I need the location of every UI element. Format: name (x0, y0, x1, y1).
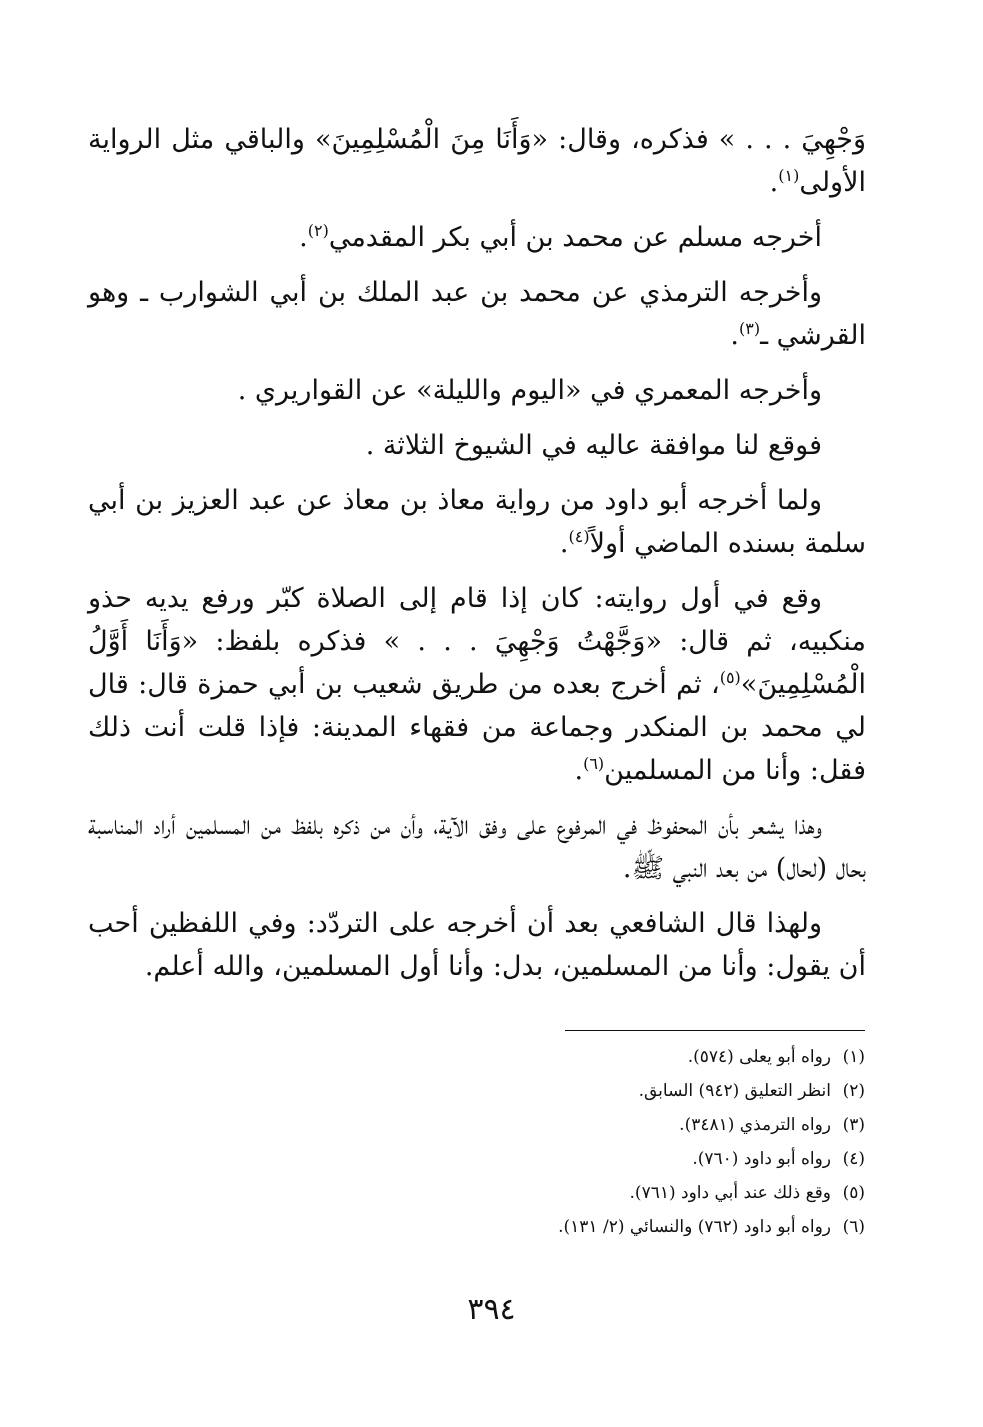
footnote-number: (٢) (842, 1081, 865, 1101)
paragraph-text: ولما أخرجه أبو داود من رواية معاذ بن معاذ عن عبد العزيز بن أبي سلمة بسنده الماضي أولاً (88, 485, 866, 559)
paragraph-3 (88, 271, 866, 357)
footnote-divider (565, 1030, 865, 1031)
paragraph-text: وأخرجه المعمري في «اليوم والليلة» عن القواريري . (237, 375, 822, 406)
paragraph-2 (88, 216, 866, 259)
paragraph-8 (88, 804, 866, 890)
paragraph-text: ولهذا قال الشافعي بعد أن أخرجه على التردّد: وفي اللفظين أحب أن يقول: وأنا من المسلمين، بدل: وأنا أول المسلمين، والله أعلم. (88, 908, 866, 982)
paragraph-text: أخرجه مسلم عن محمد بن أبي بكر المقدمي (328, 222, 822, 253)
footnote-text: رواه أبو داود (٧٦٢) والنسائي (٢/ ١٣١). (558, 1217, 831, 1237)
footnote-text: رواه الترمذي (٣٤٨١). (679, 1115, 831, 1135)
paragraph-text: وَجْهِيَ . . . » فذكره، وقال: «وَأَنَا مِنَ الْمُسْلِمِينَ» والباقي مثل الرواية الأولى (88, 124, 866, 198)
paragraph-end: . (299, 222, 308, 253)
footnote-2 (225, 1074, 865, 1108)
paragraph-text: فوقع لنا موافقة عاليه في الشيوخ الثلاثة . (365, 430, 822, 461)
paragraph-text: وأخرجه الترمذي عن محمد بن عبد الملك بن أبي الشوارب ـ وهو القرشي ـ (88, 277, 866, 351)
paragraph-end: . (559, 528, 569, 559)
page-number: ٣٩٤ (467, 1292, 516, 1327)
paragraph-7 (88, 577, 866, 792)
paragraph-end: . (769, 167, 779, 198)
paragraph-end: . (574, 755, 584, 786)
paragraph-text: وهذا يشعر بأن المحفوظ في المرفوع على وفق الآية، وأن من ذكره بلفظ من المسلمين أراد المناسبة بحال (لحال) من بعد النبي ﷺ. (88, 810, 866, 884)
paragraph-4 (88, 369, 866, 412)
paragraph-9 (88, 902, 866, 988)
footnote-number: (٣) (842, 1115, 865, 1135)
footnote-text: رواه أبو داود (٧٦٠). (692, 1149, 831, 1169)
footnote-ref[interactable]: (٦) (583, 754, 605, 773)
footnote-text: وقع ذلك عند أبي داود (٧٦١). (629, 1183, 831, 1203)
footnote-5 (225, 1176, 865, 1210)
main-text (88, 118, 866, 1000)
footnote-6 (225, 1210, 865, 1244)
footnote-number: (١) (842, 1047, 865, 1067)
footnote-3 (225, 1108, 865, 1142)
paragraph-text-continued: ، ثم أخرج بعده من طريق شعيب بن أبي حمزة قال: قال لي محمد بن المنكدر وجماعة من فقهاء المدينة: فإذا قلت أنت ذلك فقل: وأنا من المسلمين (88, 669, 866, 786)
paragraph-6 (88, 479, 866, 565)
footnote-4 (225, 1142, 865, 1176)
footnote-text: رواه أبو يعلى (٥٧٤). (687, 1047, 831, 1067)
footnote-ref[interactable]: (١) (778, 166, 800, 185)
paragraph-5 (88, 424, 866, 467)
footnote-ref[interactable]: (٤) (568, 527, 590, 546)
footnotes (225, 1040, 865, 1244)
footnote-number: (٦) (842, 1217, 865, 1237)
paragraph-1 (88, 118, 866, 204)
paragraph-end: . (730, 320, 739, 351)
footnote-ref[interactable]: (٣) (739, 319, 761, 338)
footnote-ref[interactable]: (٢) (307, 221, 329, 240)
paragraph-text: وقع في أول روايته: كان إذا قام إلى الصلاة كبّر ورفع يديه حذو منكبيه، ثم قال: «وَجَّهْتُ وَجْهِيَ . . . » فذكره بلفظ: «وَأَنَا أَوَّلُ الْمُسْلِمِينَ» (88, 583, 866, 700)
footnote-number: (٥) (842, 1183, 865, 1203)
footnote-1 (225, 1040, 865, 1074)
footnote-ref[interactable]: (٥) (719, 668, 741, 687)
footnote-number: (٤) (842, 1149, 865, 1169)
footnote-text: انظر التعليق (٩٤٢) السابق. (638, 1081, 831, 1101)
